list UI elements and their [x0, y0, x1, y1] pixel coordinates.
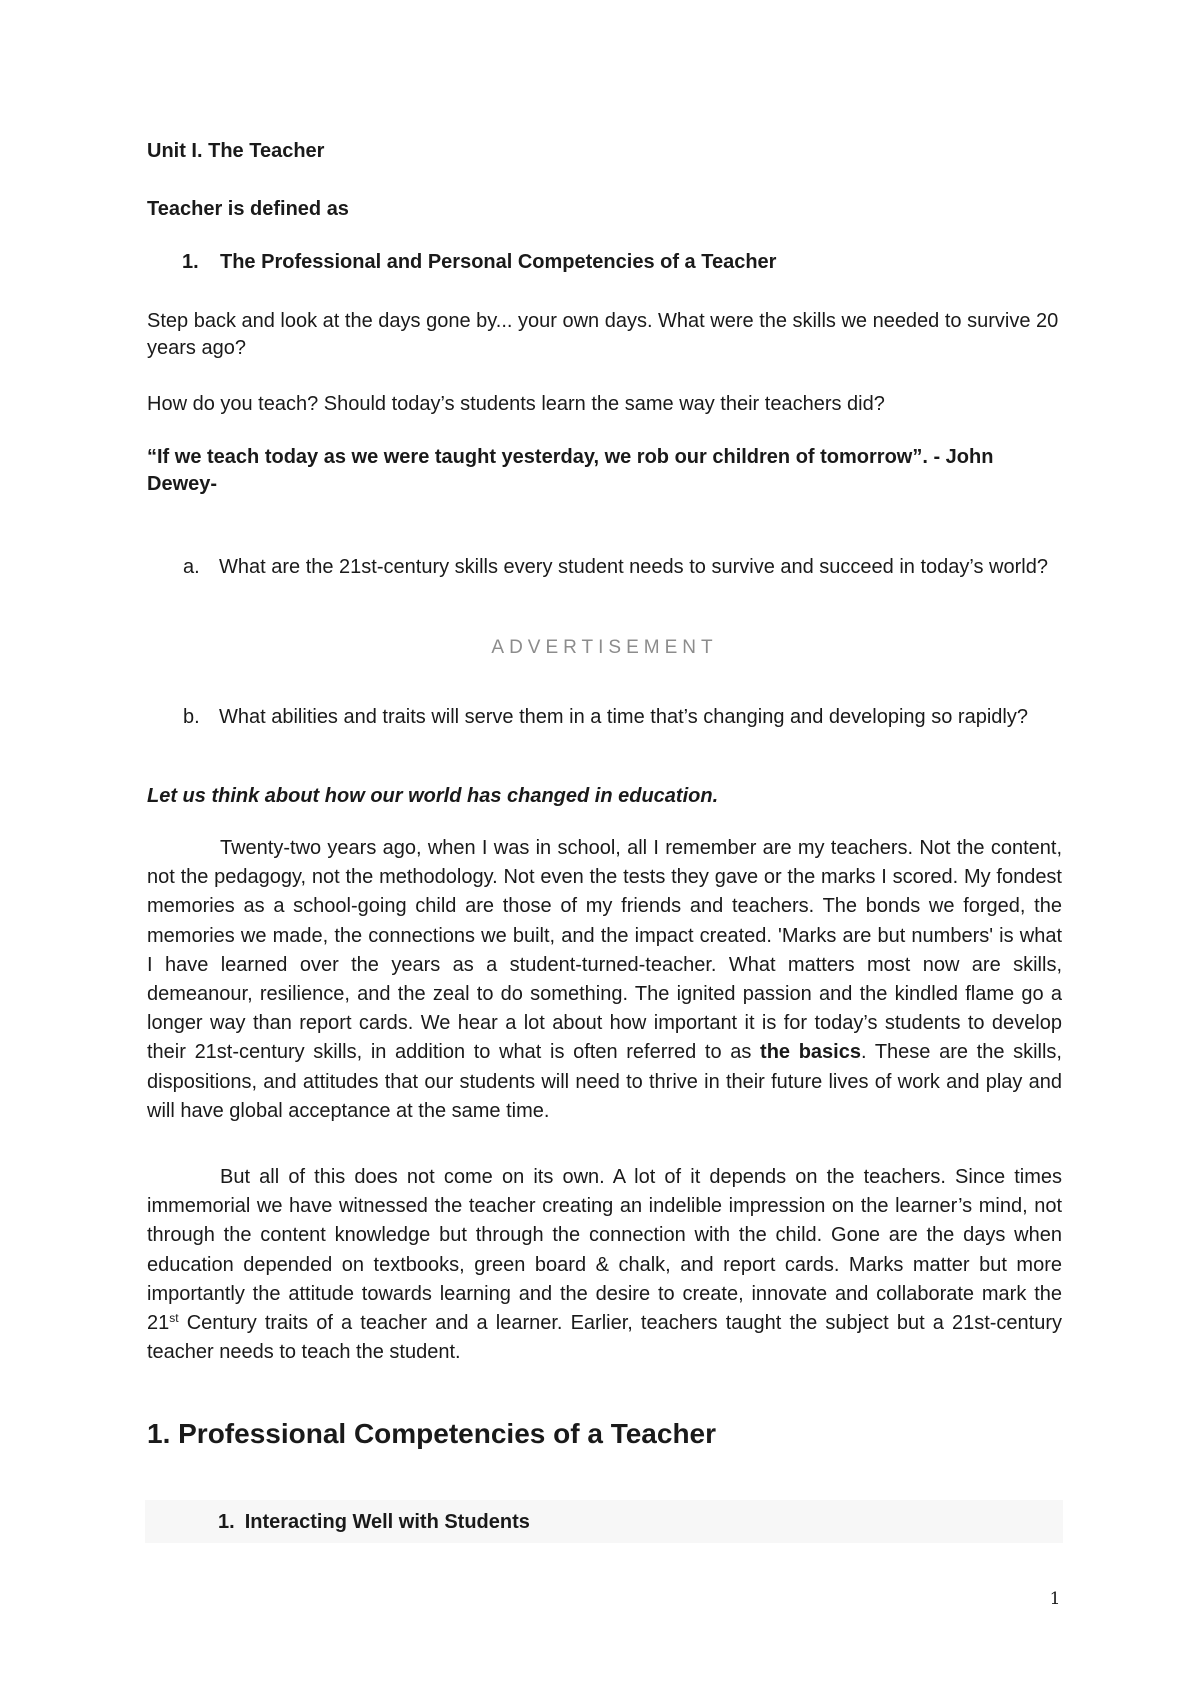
let-us-think-heading: Let us think about how our world has changed in education.	[147, 785, 719, 807]
subsection-title: Interacting Well with Students	[244, 1511, 530, 1533]
subsection-number: 1.	[218, 1511, 235, 1533]
paragraph-teachers-impact	[147, 1163, 1062, 1367]
question-b-text: What abilities and traits will serve them in a time that’s changing and developing so rapidly?	[219, 706, 1028, 728]
question-a	[183, 554, 1063, 581]
section-heading-competencies	[182, 249, 1062, 276]
paragraph-2-text-end: Century traits of a teacher and a learner. Earlier, teachers taught the subject but a 21st-century teacher needs to teach the student.	[147, 1312, 1062, 1364]
professional-competencies-heading: 1. Professional Competencies of a Teacher	[147, 1418, 717, 1449]
dewey-quote: “If we teach today as we were taught yesterday, we rob our children of tomorrow”. - John Dewey-	[147, 446, 994, 495]
question-a-text: What are the 21st-century skills every student needs to survive and succeed in today’s world?	[219, 556, 1048, 578]
paragraph-1-text: Twenty-two years ago, when I was in school, all I remember are my teachers. Not the content, not the pedagogy, not the methodology. Not even the tests they gave or the marks I scored. My fondest memories as a school-going child are those of my friends and teachers. The bonds we forged, the memories we made, the connections we built, and the impact created. 'Marks are but numbers' is what I have learned over the years as a student-turned-teacher. What matters most now are skills, demeanour, resilience, and the zeal to do something. The ignited passion and the kindled flame go a longer way than report cards. We hear a lot about how important it is for today’s students to develop their 21st-century skills, in addition to what is often referred to as	[147, 837, 1062, 1064]
definition-line: Teacher is defined as	[147, 198, 349, 220]
superscript-st: st	[169, 1311, 179, 1326]
how-teach-paragraph: How do you teach? Should today’s students learn the same way their teachers did?	[147, 393, 885, 415]
question-b-label: b.	[183, 706, 200, 728]
section-title: The Professional and Personal Competencies of a Teacher	[220, 251, 777, 273]
paragraph-twenty-two-years	[147, 834, 1062, 1126]
question-a-label: a.	[183, 556, 200, 578]
section-number: 1.	[182, 251, 199, 273]
paragraph-1-text-end: . These are the skills, dispositions, and attitudes that our students will need to thrive in their future lives of work and play and will have global acceptance at the same time.	[147, 1041, 1062, 1122]
subsection-heading	[218, 1509, 530, 1536]
step-back-paragraph: Step back and look at the days gone by... your own days. What were the skills we needed to survive 20 years ago?	[147, 310, 1059, 359]
unit-title: Unit I. The Teacher	[147, 140, 325, 162]
advertisement-label: ADVERTISEMENT	[491, 637, 718, 658]
question-b	[183, 704, 1063, 731]
the-basics-emphasis: the basics	[760, 1041, 861, 1064]
paragraph-2-text: But all of this does not come on its own. A lot of it depends on the teachers. Since times immemorial we have witnessed the teacher creating an indelible impression on the learner’s mind, not through the content knowledge but through the connection with the child. Gone are the days when education depended on textbooks, green board & chalk, and report cards. Marks matter but more importantly the attitude towards learning and the desire to create, innovate and collaborate mark the 21	[147, 1166, 1062, 1335]
page-number: 1	[1049, 1589, 1061, 1609]
